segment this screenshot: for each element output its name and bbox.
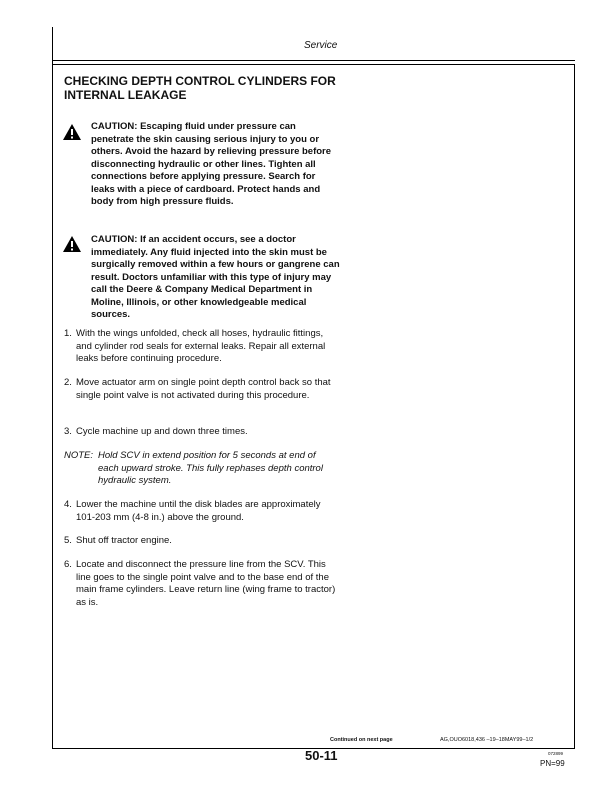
pn-label: PN=99 (540, 759, 565, 768)
step-text: Locate and disconnect the pressure line from the SCV. This line goes to the single point valve and to the base end of the main frame cylinders. Leave return line (wing frame to tractor) as is. (76, 559, 336, 608)
section-title: Service (304, 40, 338, 51)
continued-label: Continued on next page (330, 737, 393, 743)
caution-text-2: CAUTION: If an accident occurs, see a doctor immediately. Any fluid injected into the skin must be surgically removed within a few hours or gangrene can result. Doctors unfamiliar with this type of injury may call the Deere & Company Medical Department in Moline, Illinois, or other knowledgeable medical sources. (91, 234, 340, 320)
step-number: 3. (64, 426, 72, 437)
header-rule (52, 60, 575, 61)
step-text: Shut off tractor engine. (76, 535, 172, 546)
step-number: 4. (64, 499, 72, 510)
step-number: 5. (64, 535, 72, 546)
note-text: Hold SCV in extend position for 5 seconds at end of each upward stroke. This fully rephases depth control hydraulic system. (98, 450, 323, 486)
warning-icon (63, 124, 81, 140)
document-id: AG,OUO6018,436 –19–18MAY99–1/2 (440, 737, 534, 743)
step-text: Lower the machine until the disk blades are approximately 101-203 mm (4-8 in.) above the ground. (76, 499, 321, 523)
step-number: 1. (64, 328, 72, 339)
note-label: NOTE: (64, 450, 94, 461)
warning-icon (63, 236, 81, 252)
caution-text-1: CAUTION: Escaping fluid under pressure can penetrate the skin causing serious injury to you or others. Avoid the hazard by relieving pressure before disconnecting hydraulic or other lines. Tighten all connections before applying pressure. Search for leaks with a piece of cardboard. Protect hands and body from high pressure fluids. (91, 121, 332, 207)
step-text: Cycle machine up and down three times. (76, 426, 248, 437)
page-title: CHECKING DEPTH CONTROL CYLINDERS FOR INTERNAL LEAKAGE (64, 74, 336, 102)
date-code: 072899 (548, 751, 564, 756)
step-number: 6. (64, 559, 72, 570)
step-text: Move actuator arm on single point depth control back so that single point valve is not activated during this procedure. (76, 377, 331, 401)
step-text: With the wings unfolded, check all hoses, hydraulic fittings, and cylinder rod seals for external leaks. Repair all external leaks before continuing procedure. (76, 328, 326, 364)
page-number: 50-11 (305, 748, 338, 763)
step-number: 2. (64, 377, 72, 388)
